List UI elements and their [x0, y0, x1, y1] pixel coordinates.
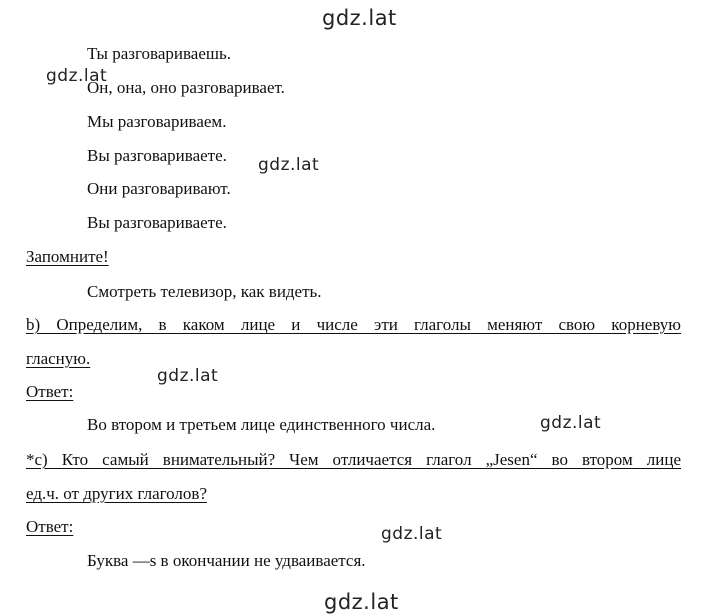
watermark-top: gdz.lat: [322, 6, 397, 30]
conjugation-line: Он, она, оно разговаривает.: [87, 78, 285, 97]
task-b-question: b) Определим, в каком лице и числе эти глаголы меняют свою корневую: [26, 315, 681, 334]
watermark: gdz.lat: [157, 366, 219, 386]
task-c-question: *c) Кто самый внимательный? Чем отличается глагол „Jesen“ во втором лице: [26, 450, 681, 469]
remember-heading: Запомните!: [26, 247, 109, 266]
task-b-answer: Во втором и третьем лице единственного числа.: [87, 415, 436, 434]
task-c-question-cont: ед.ч. от других глаголов?: [26, 484, 207, 503]
conjugation-line: Ты разговариваешь.: [87, 44, 231, 63]
task-c-answer: Буква —s в окончании не удваивается.: [87, 551, 366, 570]
conjugation-line: Вы разговариваете.: [87, 146, 227, 165]
task-c-answer-label: Ответ:: [26, 517, 74, 536]
watermark-bottom: gdz.lat: [324, 590, 399, 614]
watermark: gdz.lat: [540, 413, 602, 433]
task-b-answer-label: Ответ:: [26, 382, 74, 401]
remember-text: Смотреть телевизор, как видеть.: [87, 282, 322, 301]
task-b-question-cont: гласную.: [26, 349, 91, 368]
conjugation-line: Вы разговариваете.: [87, 213, 227, 232]
watermark: gdz.lat: [46, 66, 108, 86]
watermark: gdz.lat: [258, 155, 320, 175]
conjugation-line: Они разговаривают.: [87, 179, 231, 198]
conjugation-line: Мы разговариваем.: [87, 112, 227, 131]
watermark: gdz.lat: [381, 524, 443, 544]
